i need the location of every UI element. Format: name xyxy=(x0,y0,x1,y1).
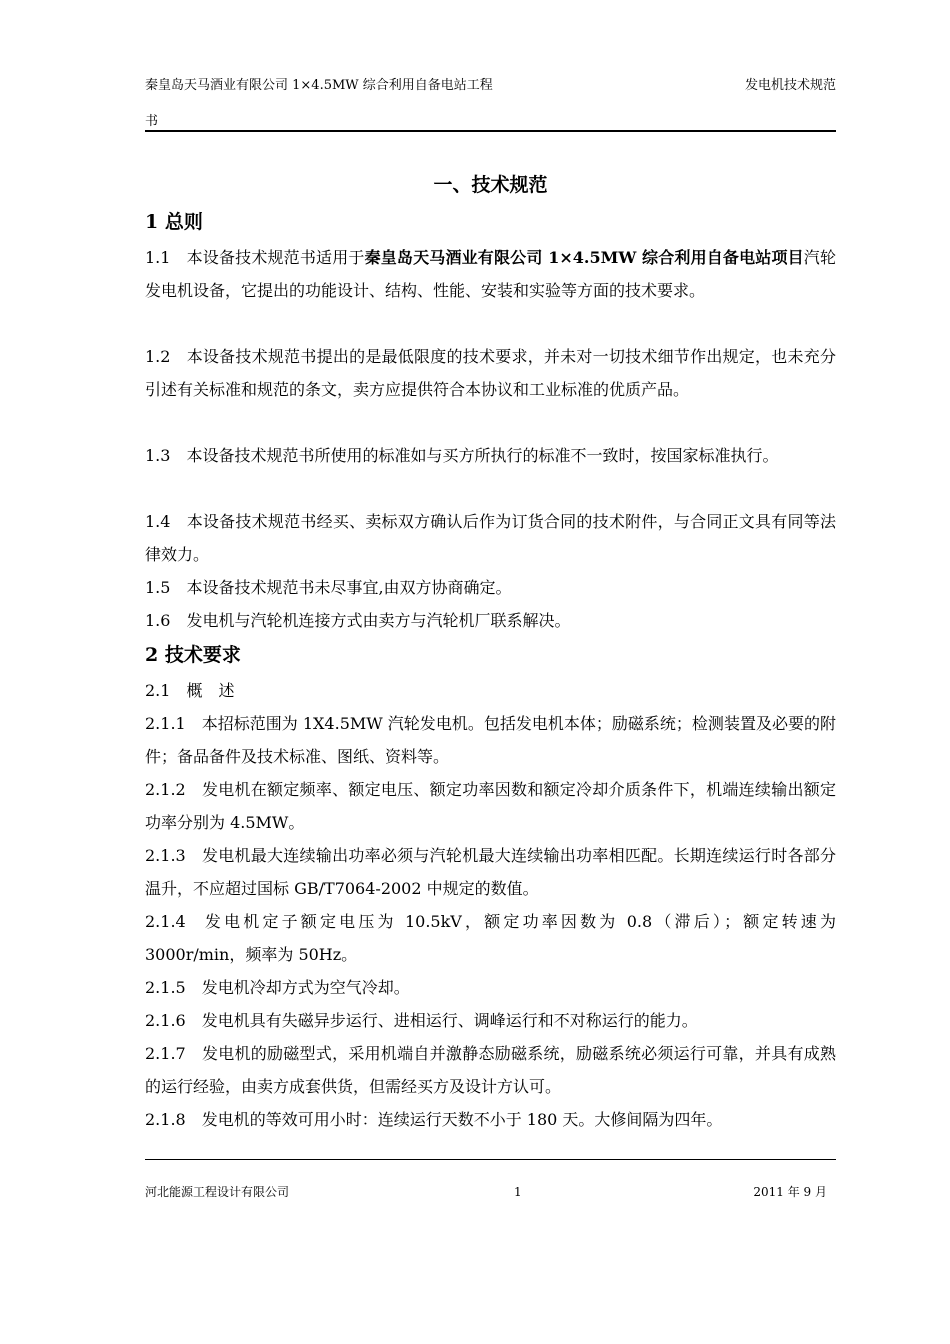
paragraph-1-3 xyxy=(145,440,836,473)
paragraph-2-1-7 xyxy=(145,1038,836,1103)
page-title: 一、技术规范 xyxy=(433,174,548,196)
paragraph-1-4 xyxy=(145,506,836,571)
header-title-continuation: 书 xyxy=(145,114,159,129)
paragraph-2-1 xyxy=(145,675,234,708)
paragraph-2-1-6 xyxy=(145,1005,698,1038)
paragraph-text: 发电机具有失磁异步运行、进相运行、调峰运行和不对称运行的能力。 xyxy=(201,1011,698,1030)
paragraph-text: 本招标范围为 1X4.5MW 汽轮发电机。包括发电机本体；励磁系统；检测装置及必要的附件；备品备件及技术标准、图纸、资料等。 xyxy=(145,714,836,766)
paragraph-number: 1.3 xyxy=(145,446,171,465)
header-rule xyxy=(145,130,836,132)
paragraph-text: 本设备技术规范书经买、卖标双方确认后作为订货合同的技术附件，与合同正文具有同等法律效力。 xyxy=(145,512,836,564)
header-doc-type: 发电机技术规范 xyxy=(744,78,836,93)
paragraph-number: 1.5 xyxy=(145,578,171,597)
paragraph-2-1-3 xyxy=(145,840,836,905)
paragraph-number: 2.1.5 xyxy=(145,978,186,997)
paragraph-text: 本设备技术规范书适用于 xyxy=(186,248,365,267)
footer-date: 2011 年 9 月 xyxy=(753,1185,827,1199)
paragraph-number: 2.1.4 xyxy=(145,912,186,931)
paragraph-text: 发电机与汽轮机连接方式由卖方与汽轮机厂联系解决。 xyxy=(186,611,571,630)
page-number: 1 xyxy=(514,1185,522,1199)
footer-rule xyxy=(145,1159,836,1160)
paragraph-number: 2.1.2 xyxy=(145,780,186,799)
paragraph-2-1-1 xyxy=(145,708,836,773)
paragraph-text: 本设备技术规范书未尽事宜,由双方协商确定。 xyxy=(186,578,512,597)
paragraph-2-1-5 xyxy=(145,972,410,1005)
paragraph-number: 1.4 xyxy=(145,512,171,531)
paragraph-number: 2.1.3 xyxy=(145,846,186,865)
paragraph-number: 1.2 xyxy=(145,347,171,366)
section-heading-general: 1 总则 xyxy=(145,211,203,233)
paragraph-1-5 xyxy=(145,572,512,605)
paragraph-number: 2.1.8 xyxy=(145,1110,186,1129)
paragraph-text: 发电机在额定频率、额定电压、额定功率因数和额定冷却介质条件下，机端连续输出额定功率分别为 4.5MW。 xyxy=(145,780,836,832)
paragraph-text: 发电机最大连续输出功率必须与汽轮机最大连续输出功率相匹配。长期连续运行时各部分温升，不应超过国标 GB/T7064-2002 中规定的数值。 xyxy=(145,846,836,898)
paragraph-number: 2.1.7 xyxy=(145,1044,186,1063)
paragraph-text: 发电机的等效可用小时：连续运行天数不小于 180 天。大修间隔为四年。 xyxy=(201,1110,723,1129)
paragraph-1-2 xyxy=(145,341,836,406)
paragraph-number: 1.1 xyxy=(145,248,171,267)
paragraph-2-1-8 xyxy=(145,1104,722,1137)
paragraph-1-1 xyxy=(145,242,836,307)
paragraph-number: 2.1.1 xyxy=(145,714,186,733)
paragraph-number: 1.6 xyxy=(145,611,171,630)
paragraph-2-1-4 xyxy=(145,906,836,971)
project-name: 秦皇岛天马酒业有限公司 1×4.5MW 综合利用自备电站项目 xyxy=(364,248,804,267)
section-heading-technical-requirements: 2 技术要求 xyxy=(145,644,241,666)
paragraph-1-6 xyxy=(145,605,570,638)
paragraph-text: 本设备技术规范书所使用的标准如与买方所执行的标准不一致时，按国家标准执行。 xyxy=(186,446,779,465)
paragraph-2-1-2 xyxy=(145,774,836,839)
footer-company: 河北能源工程设计有限公司 xyxy=(145,1185,290,1199)
paragraph-text: 发电机的励磁型式，采用机端自并激静态励磁系统，励磁系统必须运行可靠，并具有成熟的运行经验，由卖方成套供货，但需经买方及设计方认可。 xyxy=(145,1044,836,1096)
paragraph-number: 2.1 xyxy=(145,681,171,700)
header-title: 秦皇岛天马酒业有限公司 1×4.5MW 综合利用自备电站工程 xyxy=(145,78,493,93)
paragraph-text: 概 述 xyxy=(186,681,235,700)
paragraph-text: 发电机定子额定电压为 10.5kV，额定功率因数为 0.8（滞后）；额定转速为 3000r/min，频率为 50Hz。 xyxy=(145,912,836,964)
paragraph-text: 汽轮发电机设备，它提出的功能设计、结构、性能、安装和实验等方面的技术要求。 xyxy=(145,248,836,300)
paragraph-number: 2.1.6 xyxy=(145,1011,186,1030)
paragraph-text: 本设备技术规范书提出的是最低限度的技术要求，并未对一切技术细节作出规定，也未充分引述有关标准和规范的条文，卖方应提供符合本协议和工业标准的优质产品。 xyxy=(145,347,836,399)
paragraph-text: 发电机冷却方式为空气冷却。 xyxy=(201,978,410,997)
